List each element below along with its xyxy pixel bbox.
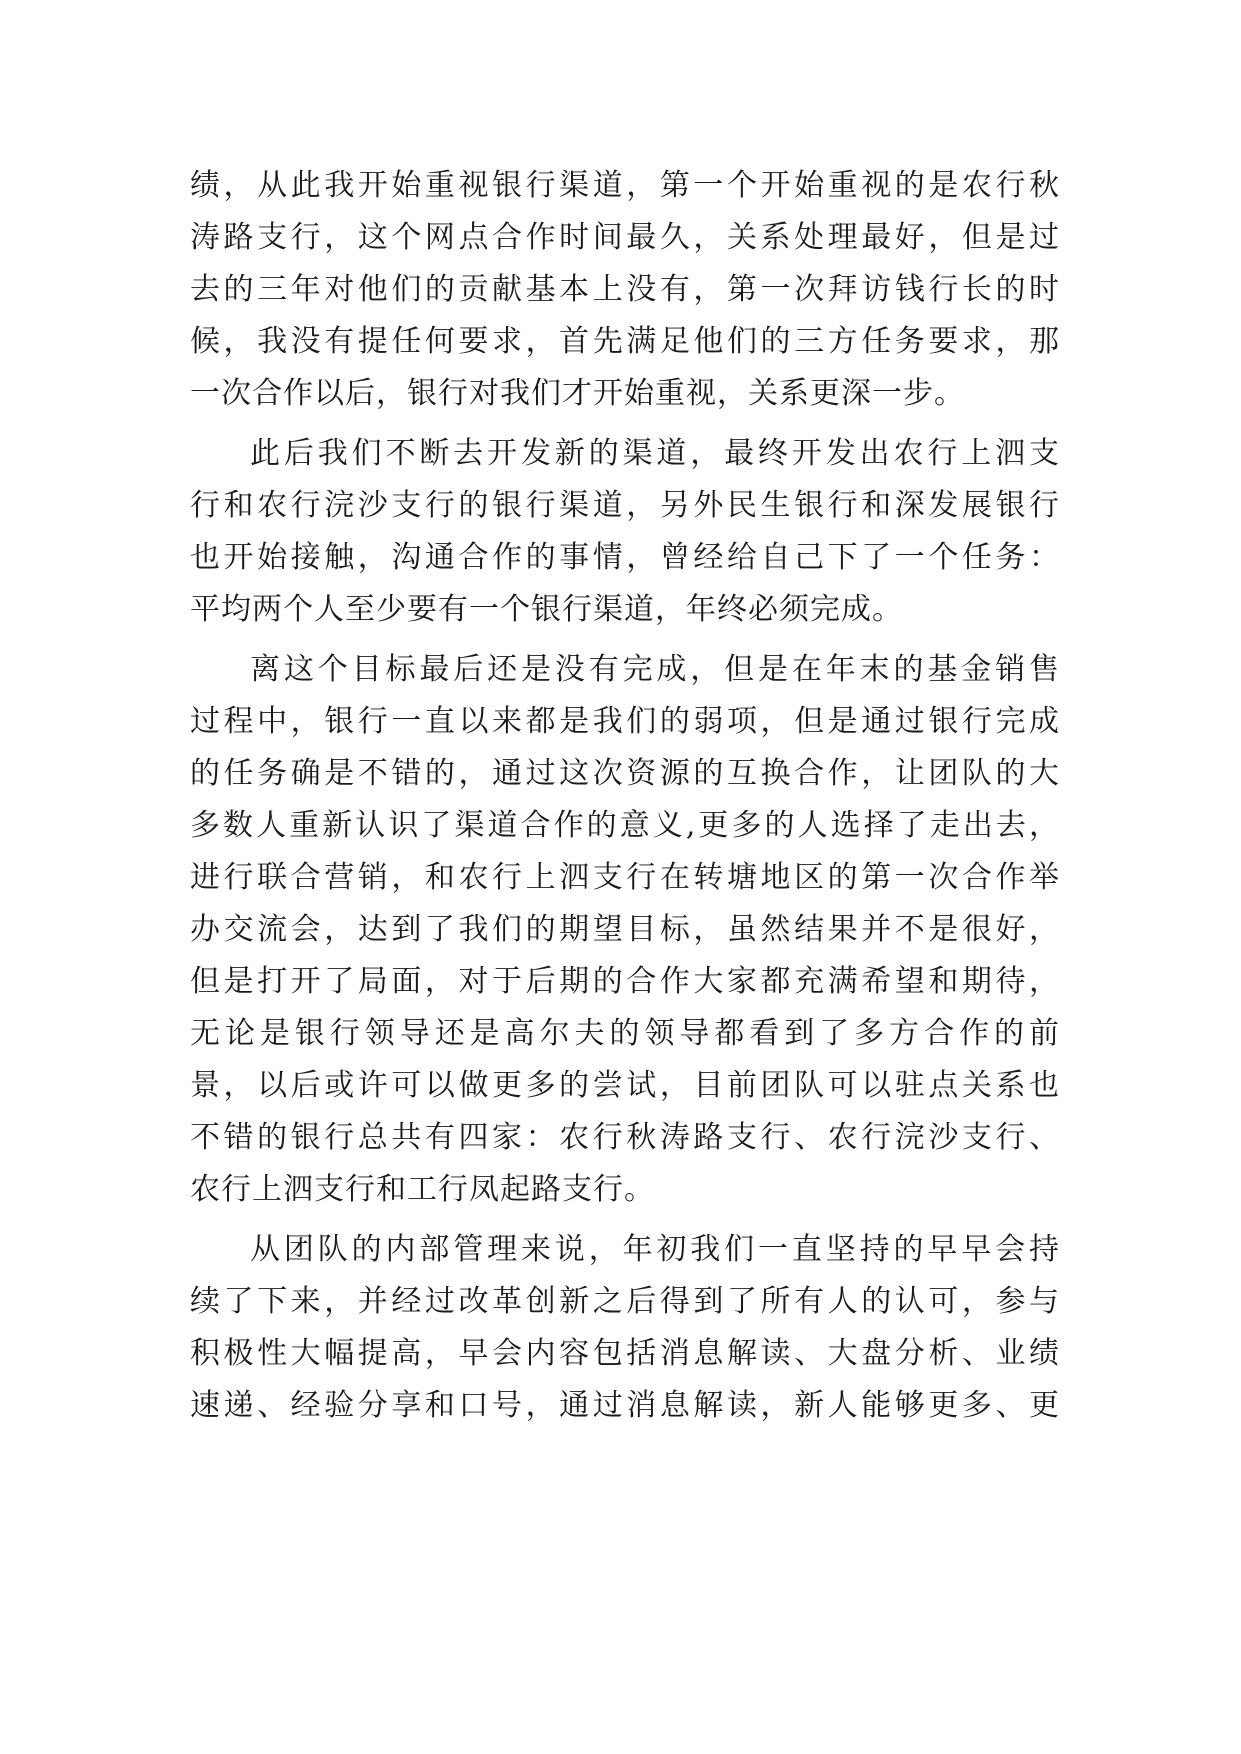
text-line: 农行上泗支行和工行凤起路支行。 xyxy=(190,1172,655,1207)
text-line: 行和农行浣沙支行的银行渠道，另外民生银行和深发展银行 xyxy=(190,488,1060,523)
text-line: 离这个目标最后还是没有完成，但是在年末的基金销售 xyxy=(250,652,1060,687)
text-line: 涛路支行，这个网点合作时间最久，关系处理最好，但是过 xyxy=(190,220,1060,255)
text-line: 平均两个人至少要有一个银行渠道，年终必须完成。 xyxy=(190,592,903,627)
text-line: 过程中，银行一直以来都是我们的弱项，但是通过银行完成 xyxy=(190,704,1060,739)
text-line: 绩，从此我开始重视银行渠道，第一个开始重视的是农行秋 xyxy=(190,168,1060,203)
paragraph-gap xyxy=(190,636,1060,644)
text-line: 的任务确是不错的，通过这次资源的互换合作，让团队的大 xyxy=(190,756,1060,791)
text-line: 景，以后或许可以做更多的尝试，目前团队可以驻点关系也 xyxy=(190,1068,1060,1103)
text-line: 也开始接触，沟通合作的事情，曾经给自己下了一个任务： xyxy=(190,540,1060,575)
text-line: 无论是银行领导还是高尔夫的领导都看到了多方合作的前 xyxy=(190,1016,1060,1051)
text-line: 候，我没有提任何要求，首先满足他们的三方任务要求，那 xyxy=(190,324,1060,359)
text-line: 续了下来，并经过改革创新之后得到了所有人的认可，参与 xyxy=(190,1284,1060,1319)
paragraph-gap xyxy=(190,1216,1060,1224)
text-line: 多数人重新认识了渠道合作的意义,更多的人选择了走出去， xyxy=(190,808,1060,843)
text-line: 但是打开了局面，对于后期的合作大家都充满希望和期待， xyxy=(190,964,1060,999)
body-text xyxy=(190,160,1060,1432)
text-line: 积极性大幅提高，早会内容包括消息解读、大盘分析、业绩 xyxy=(190,1336,1060,1371)
text-line: 从团队的内部管理来说，年初我们一直坚持的早早会持 xyxy=(250,1232,1060,1267)
text-line: 一次合作以后，银行对我们才开始重视，关系更深一步。 xyxy=(190,376,965,411)
paragraph-gap xyxy=(190,420,1060,428)
text-line: 进行联合营销，和农行上泗支行在转塘地区的第一次合作举 xyxy=(190,860,1060,895)
text-line: 不错的银行总共有四家：农行秋涛路支行、农行浣沙支行、 xyxy=(190,1120,1060,1155)
text-line: 办交流会，达到了我们的期望目标，虽然结果并不是很好， xyxy=(190,912,1060,947)
text-line: 去的三年对他们的贡献基本上没有，第一次拜访钱行长的时 xyxy=(190,272,1060,307)
text-line: 速递、经验分享和口号，通过消息解读，新人能够更多、更 xyxy=(190,1388,1060,1423)
text-line: 此后我们不断去开发新的渠道，最终开发出农行上泗支 xyxy=(250,436,1060,471)
